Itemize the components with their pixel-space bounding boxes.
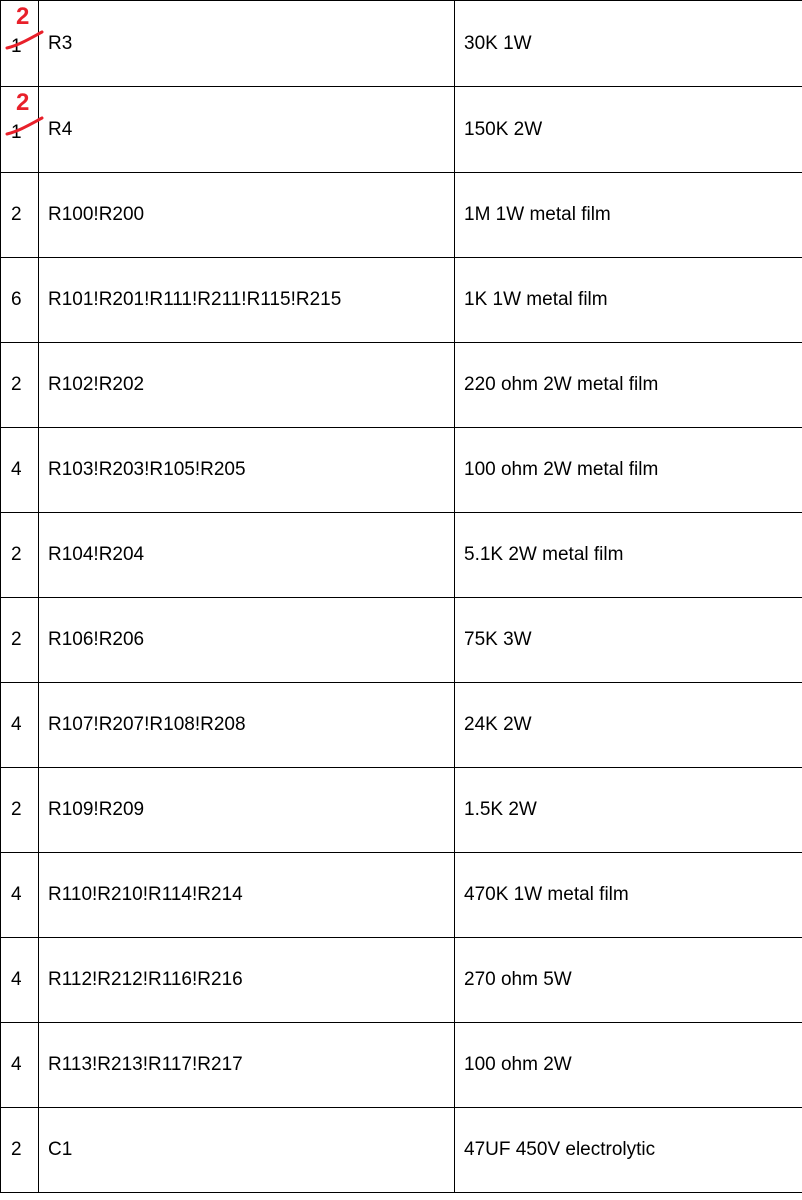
table-row xyxy=(1,173,802,258)
reference-cell: R110!R210!R114!R214 xyxy=(39,853,455,938)
table-row xyxy=(1,343,802,428)
quantity-cell: 4 xyxy=(1,853,39,938)
table-row xyxy=(1,258,802,343)
value-cell: 100 ohm 2W metal film xyxy=(455,428,802,513)
reference-cell: R106!R206 xyxy=(39,598,455,683)
value-cell: 1.5K 2W xyxy=(455,768,802,853)
reference-cell: R100!R200 xyxy=(39,173,455,258)
table-row xyxy=(1,1108,802,1193)
strikethrough-mark xyxy=(5,115,45,139)
quantity-cell: 2 xyxy=(1,1108,39,1193)
quantity-correction xyxy=(11,1,33,86)
reference-cell: R102!R202 xyxy=(39,343,455,428)
quantity-cell xyxy=(1,1,39,87)
value-cell: 100 ohm 2W xyxy=(455,1023,802,1108)
reference-cell: R113!R213!R117!R217 xyxy=(39,1023,455,1108)
reference-cell: R4 xyxy=(39,87,455,173)
reference-cell: C1 xyxy=(39,1108,455,1193)
quantity-cell: 2 xyxy=(1,343,39,428)
quantity-cell: 2 xyxy=(1,173,39,258)
reference-cell: R107!R207!R108!R208 xyxy=(39,683,455,768)
quantity-cell xyxy=(1,87,39,173)
reference-cell: R112!R212!R116!R216 xyxy=(39,938,455,1023)
table-row xyxy=(1,938,802,1023)
table-row xyxy=(1,1,802,87)
quantity-correction xyxy=(11,87,33,172)
value-cell: 24K 2W xyxy=(455,683,802,768)
table-row xyxy=(1,853,802,938)
quantity-cell: 4 xyxy=(1,428,39,513)
reference-cell: R104!R204 xyxy=(39,513,455,598)
quantity-cell: 2 xyxy=(1,768,39,853)
value-cell: 470K 1W metal film xyxy=(455,853,802,938)
value-cell: 1K 1W metal film xyxy=(455,258,802,343)
value-cell: 47UF 450V electrolytic xyxy=(455,1108,802,1193)
table-row xyxy=(1,683,802,768)
value-cell: 220 ohm 2W metal film xyxy=(455,343,802,428)
corrected-quantity: 2 xyxy=(16,89,30,116)
table-row xyxy=(1,768,802,853)
reference-cell: R101!R201!R111!R211!R115!R215 xyxy=(39,258,455,343)
value-cell: 1M 1W metal film xyxy=(455,173,802,258)
value-cell: 30K 1W xyxy=(455,1,802,87)
corrected-quantity: 2 xyxy=(16,3,30,30)
strikethrough-mark xyxy=(5,29,45,53)
quantity-cell: 2 xyxy=(1,513,39,598)
table-row xyxy=(1,428,802,513)
table-row xyxy=(1,598,802,683)
value-cell: 150K 2W xyxy=(455,87,802,173)
value-cell: 75K 3W xyxy=(455,598,802,683)
quantity-cell: 4 xyxy=(1,938,39,1023)
quantity-cell: 2 xyxy=(1,598,39,683)
reference-cell: R103!R203!R105!R205 xyxy=(39,428,455,513)
value-cell: 270 ohm 5W xyxy=(455,938,802,1023)
reference-cell: R109!R209 xyxy=(39,768,455,853)
original-quantity: 1 xyxy=(11,122,22,143)
table-row xyxy=(1,1023,802,1108)
table-row xyxy=(1,513,802,598)
original-quantity: 1 xyxy=(11,36,22,57)
value-cell: 5.1K 2W metal film xyxy=(455,513,802,598)
quantity-cell: 4 xyxy=(1,683,39,768)
quantity-cell: 6 xyxy=(1,258,39,343)
table-row xyxy=(1,87,802,173)
reference-cell: R3 xyxy=(39,1,455,87)
quantity-cell: 4 xyxy=(1,1023,39,1108)
